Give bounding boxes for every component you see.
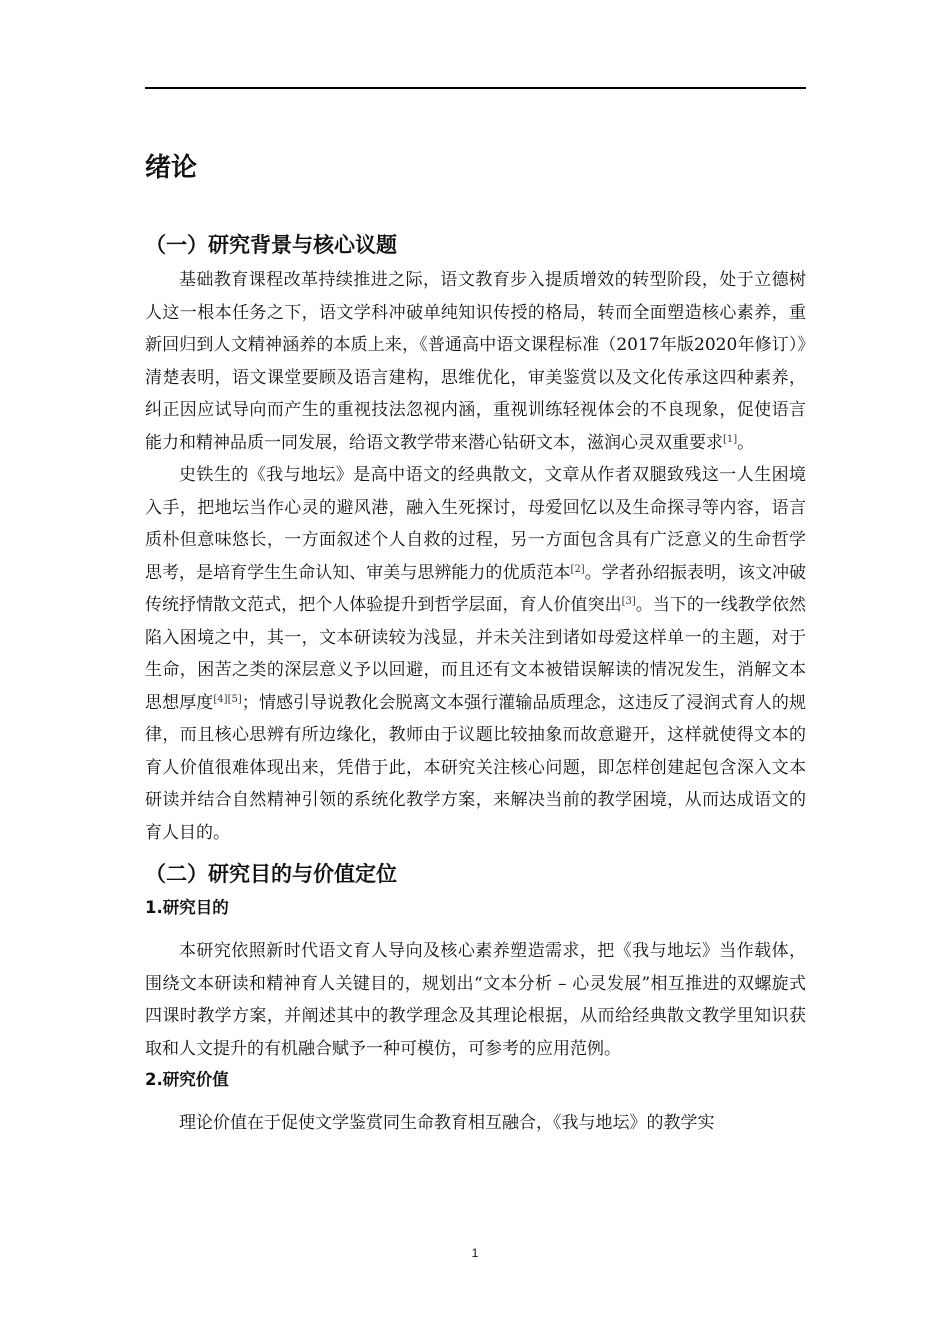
paragraph-background-2 xyxy=(145,459,806,849)
paragraph-background-1 xyxy=(145,264,806,459)
paragraph-text: 史铁生的《我与地坛》是高中语文的经典散文，文章从作者双腿致残这一人生困境入手，把地坛当作心灵的避风港，融入生死探讨，母爱回忆以及生命探寻等内容，语言质朴但意味悠长，一方面叙述个人自救的过程，另一方面包含具有广泛意义的生命哲学思考，是培育学生生命认知、审美与思辨能力的优质范本 xyxy=(145,465,806,583)
section-heading-purpose: （二）研究目的与价值定位 xyxy=(145,862,397,886)
paragraph-text: ；情感引导说教化会脱离文本强行灌输品质理念，这违反了浸润式育人的规律，而且核心思辨有所边缘化，教师由于议题比较抽象而故意避开，这样就使得文本的育人价值很难体现出来，凭借于此，本研究关注核心问题，即怎样创建起包含深入文本研读并结合自然精神引领的系统化教学方案，来解决当前的教学困境，从而达成语文的育人目的。 xyxy=(145,692,806,843)
page-number: 1 xyxy=(471,1246,479,1260)
paragraph-text: 。当下的一线教学依然陷入困境之中，其一，文本研读较为浅显，并未关注到诸如母爱这样单一的主题，对于生命，困苦之类的深层意义予以回避，而且还有文本被错误解读的情况发生，消解文本思想厚度 xyxy=(145,595,806,713)
paragraph-research-value: 理论价值在于促使文学鉴赏同生命教育相互融合，《我与地坛》的教学实 xyxy=(179,1113,715,1133)
citation-3: [3] xyxy=(621,596,636,607)
paragraph-text: 基础教育课程改革持续推进之际，语文教育步入提质增效的转型阶段，处于立德树人这一根本任务之下，语文学科冲破单纯知识传授的格局，转而全面塑造核心素养，重新回归到人文精神涵养的本质上来，《普通高中语文课程标准（2017年版2020年修订）》清楚表明，语文课堂要顾及语言建构，思维优化，审美鉴赏以及文化传承这四种素养，纠正因应试导向而产生的重视技法忽视内涵，重视训练轻视体会的不良现象，促使语言能力和精神品质一同发展，给语文教学带来潜心钻研文本，滋润心灵双重要求 xyxy=(145,270,806,453)
subheading-research-value: 2.研究价值 xyxy=(145,1070,229,1089)
paragraph-text-end: 。 xyxy=(737,432,755,453)
document-body xyxy=(145,148,806,1140)
citation-4-5: [4][5] xyxy=(213,693,242,705)
chapter-title: 绪论 xyxy=(145,153,198,183)
subheading-research-purpose: 1.研究目的 xyxy=(145,898,229,917)
header-rule xyxy=(145,87,806,89)
section-heading-background: （一）研究背景与核心议题 xyxy=(145,233,397,257)
paragraph-text: 。学者孙绍振表明，该文冲破传统抒情散文范式，把个人体验提升到哲学层面，育人价值突出 xyxy=(145,562,807,615)
citation-2: [2] xyxy=(570,563,585,575)
paragraph-research-purpose: 本研究依照新时代语文育人导向及核心素养塑造需求，把《我与地坛》当作载体，围绕文本研读和精神育人关键目的，规划出“文本分析 – 心灵发展”相互推进的双螺旋式四课时教学方案，并阐述其中的教学理念及其理论根据，从而给经典散文教学里知识获取和人文提升的有机融合赋予一种可模仿，可参考的应用范例。 xyxy=(145,941,806,1059)
citation-1: [1] xyxy=(723,433,738,445)
